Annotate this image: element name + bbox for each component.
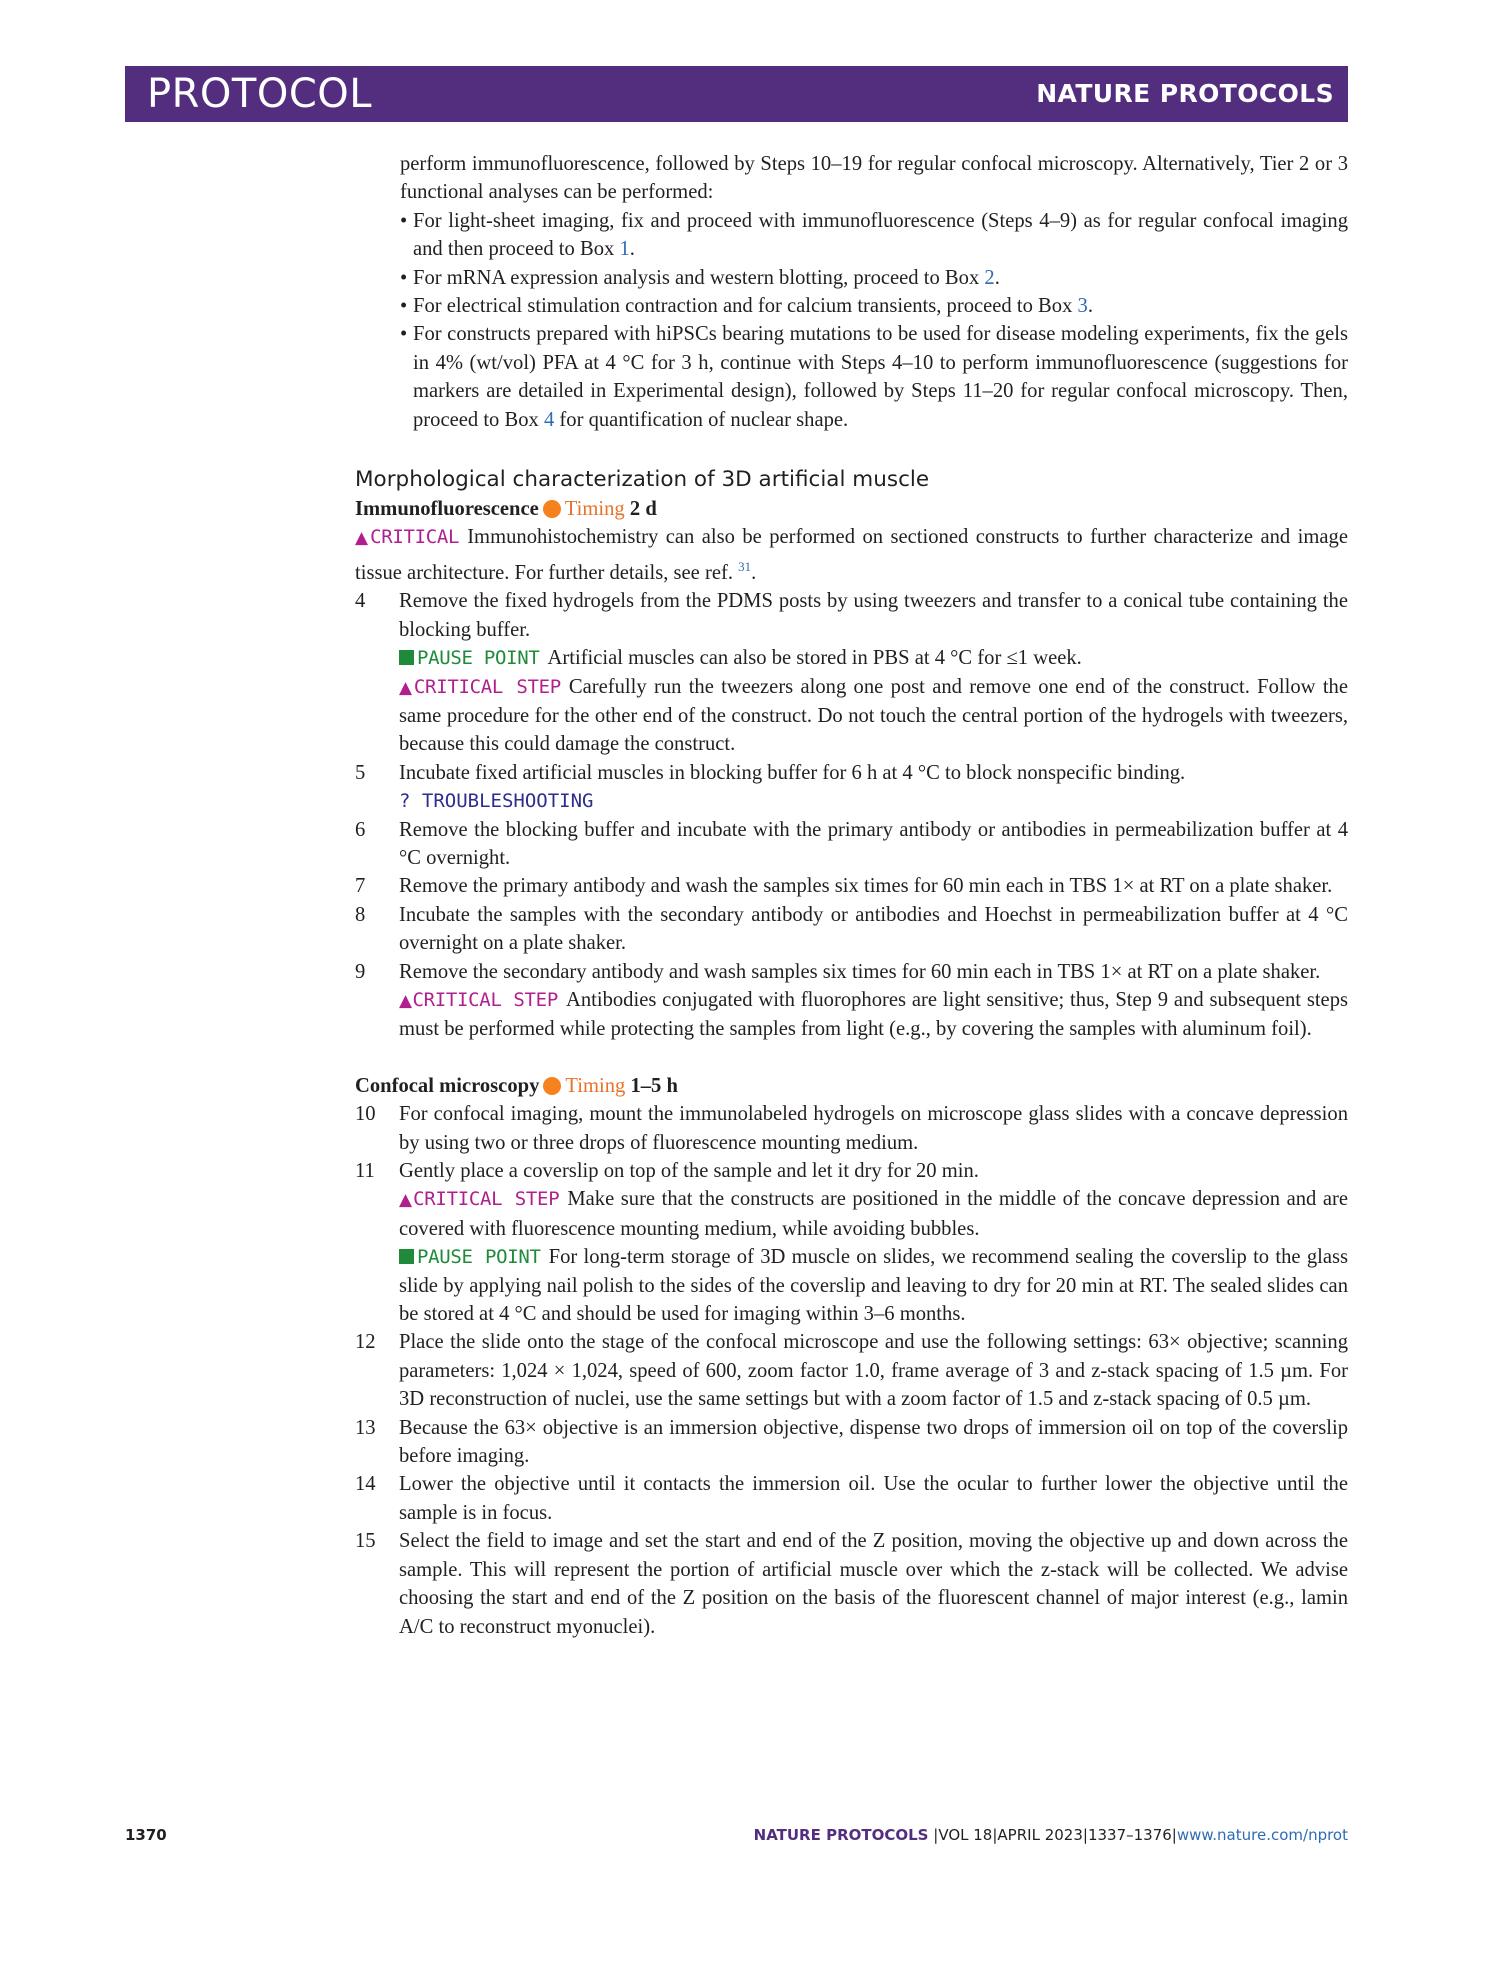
box-link[interactable]: 2 bbox=[984, 266, 995, 289]
warning-triangle-icon: ▲ bbox=[399, 1190, 414, 1211]
footer-pages: 1337–1376 bbox=[1087, 1826, 1172, 1844]
step-7 bbox=[355, 872, 1348, 900]
footer-date: APRIL 2023 bbox=[997, 1826, 1083, 1844]
box-link[interactable]: 1 bbox=[619, 238, 630, 261]
step-11 bbox=[355, 1157, 1348, 1328]
step-text: Gently place a coverslip on top of the sample and let it dry for 20 min. bbox=[399, 1160, 979, 1182]
step-text: Incubate fixed artificial muscles in blocking buffer for 6 h at 4 °C to block nonspecific binding. bbox=[399, 761, 1186, 784]
footer-url[interactable]: www.nature.com/nprot bbox=[1176, 1826, 1348, 1844]
step-5 bbox=[355, 759, 1348, 816]
step-14 bbox=[355, 1470, 1348, 1527]
critical-label: ▲CRITICAL bbox=[355, 526, 460, 549]
step-9 bbox=[355, 958, 1348, 1044]
bullet-item: • For mRNA expression analysis and western blotting, proceed to Box 2. bbox=[400, 264, 1348, 292]
critical-step-note: ▲CRITICAL STEP Antibodies conjugated with fluorophores are light sensitive; thus, Step 9 and subsequent steps must be performed while protecting the samples from light (e.g., by covering the samples with aluminum foil). bbox=[399, 988, 1349, 1041]
confocal-heading: Confocal microscopy Timing 1–5 h bbox=[355, 1074, 678, 1097]
journal-label: NATURE PROTOCOLS bbox=[1036, 79, 1334, 108]
step-10 bbox=[355, 1100, 1348, 1157]
critical-step-note: ▲CRITICAL STEP Make sure that the constructs are positioned in the middle of the concave depression and are covered with fluorescence mounting medium, while avoiding bubbles. bbox=[399, 1188, 1348, 1240]
step-12 bbox=[355, 1328, 1348, 1413]
step-text: Place the slide onto the stage of the confocal microscope and use the following settings: 63× objective; scanning parameters: 1,024 × 1,024, speed of 600, zoom factor 1.0, frame average of 3 and z-stack spacing of 1.5 µm. For 3D reconstruction of nuclei, use the same settings but with a zoom factor of 1.5 and z-stack spacing of 0.5 µm. bbox=[399, 1331, 1348, 1411]
timing-icon bbox=[543, 1077, 561, 1095]
ref-link[interactable]: 31 bbox=[738, 558, 752, 574]
step-text: Remove the secondary antibody and wash samples six times for 60 min each in TBS 1× at RT on a plate shaker. bbox=[399, 960, 1321, 983]
bullet-item: • For constructs prepared with hiPSCs bearing mutations to be used for disease modeling experiments, fix the gels in 4% (wt/vol) PFA at 4 °C for 3 h, continue with Steps 4–10 to perform immunofluorescence (suggestions for markers are detailed in Experimental design), followed by Steps 11–20 for regular confocal microscopy. Then, proceed to Box 4 for quantification of nuclear shape. bbox=[400, 320, 1348, 434]
immuno-heading: Immunofluorescence Timing 2 d bbox=[355, 498, 657, 521]
header-bar bbox=[125, 66, 1348, 122]
box-link[interactable]: 3 bbox=[1077, 295, 1088, 318]
main-content bbox=[355, 150, 1349, 1641]
pause-point-note: PAUSE POINT Artificial muscles can also be stored in PBS at 4 °C for ≤1 week. bbox=[399, 644, 1348, 672]
bullet-item: • For light-sheet imaging, fix and proceed with immunofluorescence (Steps 4–9) as for regular confocal imaging and then proceed to Box 1. bbox=[400, 207, 1348, 264]
page-number: 1370 bbox=[125, 1826, 167, 1844]
step-text: Lower the objective until it contacts the immersion oil. Use the ocular to further lower the objective until the sample is in focus. bbox=[399, 1473, 1348, 1524]
timing-icon bbox=[543, 500, 561, 518]
intro-bullet-list bbox=[400, 207, 1348, 434]
step-number: 14 bbox=[355, 1473, 376, 1496]
step-number: 12 bbox=[355, 1331, 376, 1354]
step-number: 13 bbox=[355, 1416, 376, 1439]
step-text: Remove the primary antibody and wash the samples six times for 60 min each in TBS 1× at RT on a plate shaker. bbox=[399, 875, 1333, 898]
step-number: 4 bbox=[355, 590, 366, 613]
step-13 bbox=[355, 1414, 1348, 1471]
pause-square-icon bbox=[399, 650, 414, 665]
warning-triangle-icon: ▲ bbox=[399, 677, 414, 698]
footer-journal: NATURE PROTOCOLS bbox=[753, 1826, 929, 1844]
warning-triangle-icon: ▲ bbox=[355, 528, 371, 549]
step-text: Select the field to image and set the start and end of the Z position, moving the objective up and down across the sample. This will represent the portion of artificial muscle over which the z-stack will be collected. We advise choosing the start and end of the Z position on the basis of the fluorescent channel of major interest (e.g., lamin A/C to reconstruct myonuclei). bbox=[399, 1530, 1348, 1638]
section-label: PROTOCOL bbox=[147, 71, 373, 117]
step-4 bbox=[355, 587, 1348, 758]
critical-step-note: ▲CRITICAL STEP Carefully run the tweezers along one post and remove one end of the construct. Follow the same procedure for the other end of the construct. Do not touch the central portion of the hydrogels with tweezers, because this could damage the construct. bbox=[399, 675, 1348, 756]
step-text: Incubate the samples with the secondary antibody or antibodies and Hoechst in permeabilization buffer at 4 °C overnight on a plate shaker. bbox=[399, 903, 1348, 955]
step-text: For confocal imaging, mount the immunolabeled hydrogels on microscope glass slides with a concave depression by using two or three drops of fluorescence mounting medium. bbox=[399, 1103, 1348, 1154]
section-title: Morphological characterization of 3D artificial muscle bbox=[355, 467, 930, 493]
step-number: 6 bbox=[355, 818, 366, 841]
box-link[interactable]: 4 bbox=[543, 408, 555, 431]
step-8 bbox=[355, 901, 1348, 958]
troubleshooting-link[interactable]: ? TROUBLESHOOTING bbox=[399, 790, 594, 813]
step-15 bbox=[355, 1527, 1348, 1641]
intro-paragraph: perform immunofluorescence, followed by Steps 10–19 for regular confocal microscopy. Alternatively, Tier 2 or 3 functional analyses can be performed: bbox=[400, 153, 1348, 204]
pause-square-icon bbox=[399, 1249, 414, 1264]
warning-triangle-icon: ▲ bbox=[399, 990, 413, 1011]
pause-point-note: PAUSE POINT For long-term storage of 3D muscle on slides, we recommend sealing the coverslip to the glass slide by applying nail polish to the sides of the coverslip and leaving to dry for 20 min at RT. The sealed slides can be stored at 4 °C and should be used for imaging within 3–6 months. bbox=[399, 1246, 1349, 1326]
step-number: 9 bbox=[355, 960, 366, 983]
footer-volume: VOL 18 bbox=[938, 1826, 993, 1844]
step-number: 10 bbox=[355, 1103, 376, 1126]
bullet-item: • For electrical stimulation contraction and for calcium transients, proceed to Box 3. bbox=[400, 292, 1348, 320]
step-text: Remove the blocking buffer and incubate with the primary antibody or antibodies in permeabilization buffer at 4 °C overnight. bbox=[399, 818, 1348, 869]
step-6 bbox=[355, 816, 1348, 873]
step-text: Because the 63× objective is an immersion objective, dispense two drops of immersion oil on top of the coverslip before imaging. bbox=[399, 1416, 1348, 1468]
step-number: 5 bbox=[355, 761, 366, 784]
step-number: 11 bbox=[355, 1160, 375, 1182]
step-text: Remove the fixed hydrogels from the PDMS posts by using tweezers and transfer to a conical tube containing the blocking buffer. bbox=[399, 590, 1348, 641]
immuno-critical-note: ▲CRITICAL Immunohistochemistry can also be performed on sectioned constructs to further characterize and image tissue architecture. For further details, see ref. $^{31}$. bbox=[355, 526, 1348, 584]
step-number: 15 bbox=[355, 1530, 376, 1553]
step-number: 8 bbox=[355, 903, 366, 926]
footer-citation: NATURE PROTOCOLS |VOL 18|APRIL 2023|1337–1376|www.nature.com/nprot bbox=[753, 1826, 1348, 1844]
step-number: 7 bbox=[355, 875, 366, 898]
